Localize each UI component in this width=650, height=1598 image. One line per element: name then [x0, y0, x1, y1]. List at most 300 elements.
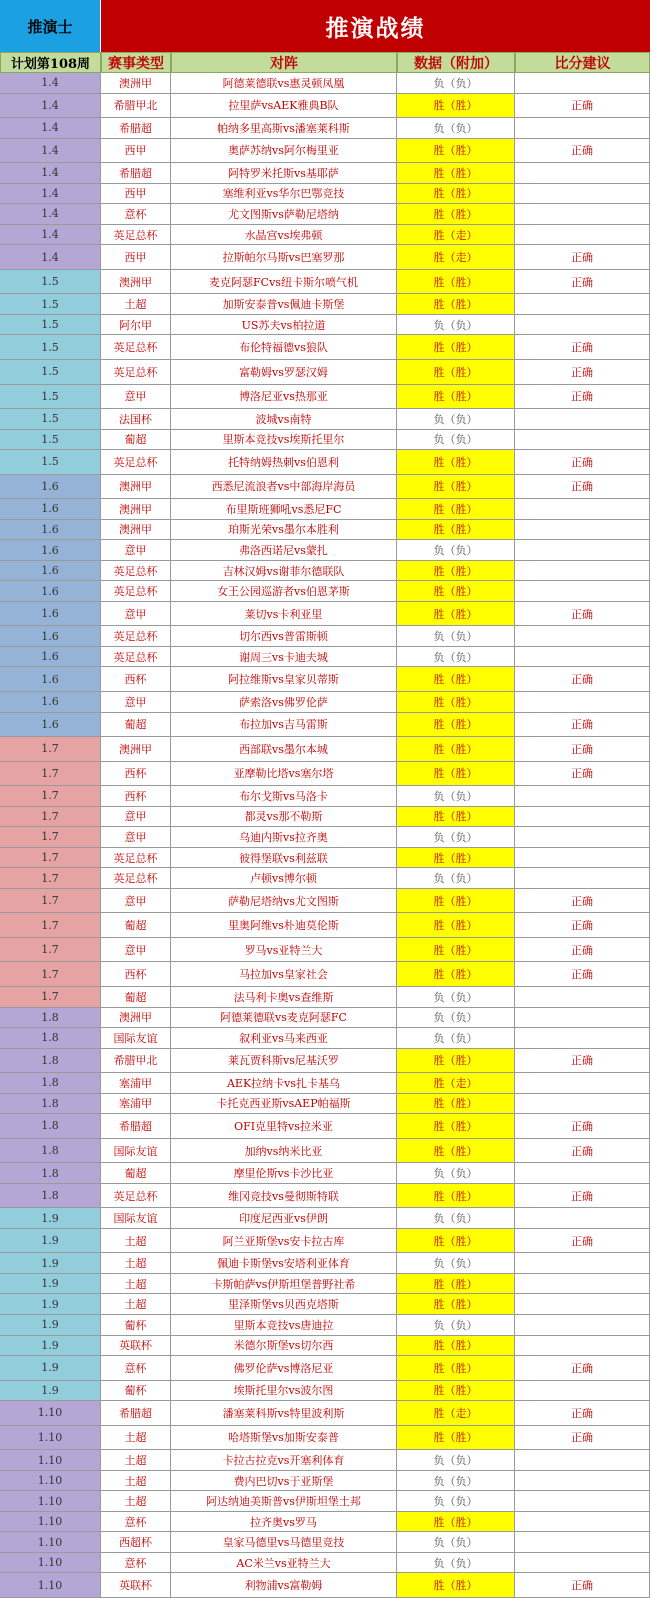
league-cell: 希腊超	[101, 118, 171, 139]
match-cell: 女王公园巡游者vs伯恩茅斯	[171, 581, 397, 602]
score-cell	[515, 1073, 650, 1094]
match-cell: 加斯安泰普vs佩迪卡斯堡	[171, 294, 397, 315]
table-row	[0, 1208, 650, 1229]
date-cell: 1.5	[0, 430, 101, 451]
table-row	[0, 335, 650, 360]
result-cell: 胜（走）	[397, 245, 515, 270]
date-cell: 1.5	[0, 294, 101, 315]
match-cell: 卡拉古拉克vs开塞利体育	[171, 1450, 397, 1471]
result-cell: 负（负）	[397, 1450, 515, 1471]
score-cell	[515, 540, 650, 561]
score-cell: 正确	[515, 245, 650, 270]
result-cell: 胜（胜）	[397, 602, 515, 627]
result-cell: 胜（胜）	[397, 450, 515, 475]
table-row	[0, 962, 650, 987]
league-cell: 土超	[101, 1294, 171, 1315]
table-row	[0, 807, 650, 828]
league-cell: 土超	[101, 1471, 171, 1492]
result-cell: 负（负）	[397, 1532, 515, 1553]
date-cell: 1.6	[0, 713, 101, 738]
score-cell	[515, 225, 650, 246]
result-cell: 负（负）	[397, 315, 515, 336]
table-row	[0, 1253, 650, 1274]
date-cell: 1.9	[0, 1294, 101, 1315]
result-cell: 胜（胜）	[397, 163, 515, 184]
match-cell: 拉齐奥vs罗马	[171, 1512, 397, 1533]
result-cell: 胜（胜）	[397, 499, 515, 520]
result-cell: 负（负）	[397, 626, 515, 647]
league-cell: 葡超	[101, 713, 171, 738]
date-cell: 1.4	[0, 118, 101, 139]
score-cell: 正确	[515, 667, 650, 692]
column-header-data: 数据（附加）	[397, 52, 515, 73]
league-cell: 英联杯	[101, 1336, 171, 1357]
table-row	[0, 184, 650, 205]
match-cell: 卡斯帕萨vs伊斯坦堡普野社希	[171, 1274, 397, 1295]
date-cell: 1.6	[0, 520, 101, 541]
brand-label: 推演士	[0, 0, 101, 52]
date-cell: 1.10	[0, 1401, 101, 1426]
date-cell: 1.9	[0, 1356, 101, 1381]
league-cell: 希腊甲北	[101, 94, 171, 119]
table-row	[0, 540, 650, 561]
match-cell: 里斯本竞技vs唐迪拉	[171, 1315, 397, 1336]
match-cell: 水晶宫vs埃弗顿	[171, 225, 397, 246]
match-cell: 布尔戈斯vs马洛卡	[171, 786, 397, 807]
match-cell: 佩迪卡斯堡vs安塔利亚体育	[171, 1253, 397, 1274]
match-cell: 叙利亚vs马来西亚	[171, 1028, 397, 1049]
league-cell: 意杯	[101, 1512, 171, 1533]
table-row	[0, 1073, 650, 1094]
table-row	[0, 1008, 650, 1029]
date-cell: 1.10	[0, 1512, 101, 1533]
score-cell	[515, 848, 650, 869]
score-cell: 正确	[515, 450, 650, 475]
date-cell: 1.4	[0, 184, 101, 205]
date-cell: 1.4	[0, 245, 101, 270]
table-row	[0, 1028, 650, 1049]
date-cell: 1.6	[0, 499, 101, 520]
result-cell: 胜（胜）	[397, 1184, 515, 1209]
result-cell: 胜（胜）	[397, 1274, 515, 1295]
date-cell: 1.7	[0, 987, 101, 1008]
score-cell	[515, 184, 650, 205]
result-cell: 负（负）	[397, 1491, 515, 1512]
result-cell: 负（负）	[397, 73, 515, 94]
table-row	[0, 73, 650, 94]
league-cell: 澳洲甲	[101, 270, 171, 295]
score-cell: 正确	[515, 335, 650, 360]
date-cell: 1.5	[0, 409, 101, 430]
table-row	[0, 385, 650, 410]
date-cell: 1.8	[0, 1163, 101, 1184]
league-cell: 意甲	[101, 385, 171, 410]
match-cell: OFI克里特vs拉米亚	[171, 1114, 397, 1139]
date-cell: 1.5	[0, 270, 101, 295]
result-cell: 负（负）	[397, 1208, 515, 1229]
result-cell: 胜（胜）	[397, 807, 515, 828]
score-cell: 正确	[515, 1426, 650, 1451]
result-cell: 负（负）	[397, 1315, 515, 1336]
table-row	[0, 827, 650, 848]
score-cell	[515, 807, 650, 828]
column-header-score: 比分建议	[515, 52, 650, 73]
date-cell: 1.10	[0, 1426, 101, 1451]
date-cell: 1.5	[0, 360, 101, 385]
score-cell	[515, 1163, 650, 1184]
score-cell	[515, 581, 650, 602]
column-header-match: 对阵	[171, 52, 397, 73]
score-cell: 正确	[515, 1573, 650, 1598]
league-cell: 英足总杯	[101, 848, 171, 869]
score-cell: 正确	[515, 1356, 650, 1381]
table-row	[0, 1553, 650, 1574]
score-cell	[515, 1315, 650, 1336]
league-cell: 葡超	[101, 1163, 171, 1184]
match-cell: 潘塞莱科斯vs特里波利斯	[171, 1401, 397, 1426]
league-cell: 英足总杯	[101, 647, 171, 668]
date-cell: 1.7	[0, 962, 101, 987]
table-row	[0, 294, 650, 315]
result-cell: 胜（胜）	[397, 762, 515, 787]
score-cell: 正确	[515, 913, 650, 938]
score-cell	[515, 1294, 650, 1315]
score-cell	[515, 1094, 650, 1115]
league-cell: 英足总杯	[101, 581, 171, 602]
score-cell	[515, 1274, 650, 1295]
result-cell: 负（负）	[397, 786, 515, 807]
league-cell: 希腊超	[101, 1114, 171, 1139]
score-cell	[515, 987, 650, 1008]
score-cell	[515, 647, 650, 668]
table-row	[0, 1094, 650, 1115]
match-cell: 里泽斯堡vs贝西克塔斯	[171, 1294, 397, 1315]
result-cell: 负（负）	[397, 430, 515, 451]
league-cell: 法国杯	[101, 409, 171, 430]
match-cell: 卢顿vs博尔顿	[171, 868, 397, 889]
score-cell	[515, 118, 650, 139]
date-cell: 1.7	[0, 762, 101, 787]
match-cell: 帕纳多里高斯vs潘塞莱科斯	[171, 118, 397, 139]
match-cell: 吉林汉姆vs谢菲尔德联队	[171, 561, 397, 582]
table-row	[0, 1274, 650, 1295]
date-cell: 1.9	[0, 1229, 101, 1254]
score-cell: 正确	[515, 475, 650, 500]
league-cell: 意甲	[101, 602, 171, 627]
league-cell: 英足总杯	[101, 360, 171, 385]
score-cell	[515, 409, 650, 430]
date-cell: 1.6	[0, 647, 101, 668]
table-row	[0, 204, 650, 225]
match-cell: 弗洛西诺尼vs蒙扎	[171, 540, 397, 561]
date-cell: 1.6	[0, 561, 101, 582]
week-label: 计划第108周	[0, 52, 101, 73]
match-cell: 萨索洛vs佛罗伦萨	[171, 692, 397, 713]
match-cell: 罗马vs亚特兰大	[171, 938, 397, 963]
match-cell: 珀斯光荣vs墨尔本胜利	[171, 520, 397, 541]
score-cell: 正确	[515, 94, 650, 119]
match-cell: 布拉加vs吉马雷斯	[171, 713, 397, 738]
match-cell: 乌迪内斯vs拉齐奥	[171, 827, 397, 848]
date-cell: 1.10	[0, 1450, 101, 1471]
result-cell: 胜（胜）	[397, 385, 515, 410]
league-cell: 土超	[101, 294, 171, 315]
league-cell: 意甲	[101, 692, 171, 713]
table-row	[0, 561, 650, 582]
date-cell: 1.9	[0, 1381, 101, 1402]
table-row	[0, 868, 650, 889]
match-cell: AC米兰vs亚特兰大	[171, 1553, 397, 1574]
match-cell: 阿德莱德联vs麦克阿瑟FC	[171, 1008, 397, 1029]
league-cell: 葡超	[101, 430, 171, 451]
league-cell: 英联杯	[101, 1573, 171, 1598]
match-cell: 哈塔斯堡vs加斯安泰普	[171, 1426, 397, 1451]
league-cell: 意甲	[101, 827, 171, 848]
result-cell: 胜（胜）	[397, 692, 515, 713]
date-cell: 1.6	[0, 626, 101, 647]
score-cell: 正确	[515, 1401, 650, 1426]
date-cell: 1.9	[0, 1253, 101, 1274]
league-cell: 意杯	[101, 1356, 171, 1381]
result-cell: 胜（胜）	[397, 139, 515, 164]
date-cell: 1.9	[0, 1336, 101, 1357]
league-cell: 土超	[101, 1491, 171, 1512]
score-cell: 正确	[515, 1184, 650, 1209]
date-cell: 1.4	[0, 139, 101, 164]
league-cell: 西杯	[101, 667, 171, 692]
match-cell: 尤文图斯vs萨勒尼塔纳	[171, 204, 397, 225]
match-cell: 富勒姆vs罗瑟汉姆	[171, 360, 397, 385]
score-cell	[515, 868, 650, 889]
match-cell: 切尔西vs普雷斯顿	[171, 626, 397, 647]
table-row	[0, 762, 650, 787]
result-cell: 胜（胜）	[397, 1139, 515, 1164]
date-cell: 1.8	[0, 1184, 101, 1209]
league-cell: 意甲	[101, 540, 171, 561]
date-cell: 1.10	[0, 1532, 101, 1553]
league-cell: 西杯	[101, 762, 171, 787]
match-cell: 波城vs南特	[171, 409, 397, 430]
league-cell: 英足总杯	[101, 450, 171, 475]
match-cell: 彼得堡联vs利兹联	[171, 848, 397, 869]
result-cell: 胜（走）	[397, 1401, 515, 1426]
date-cell: 1.5	[0, 385, 101, 410]
score-cell: 正确	[515, 270, 650, 295]
score-cell	[515, 692, 650, 713]
result-cell: 胜（胜）	[397, 938, 515, 963]
match-cell: 里斯本竞技vs埃斯托里尔	[171, 430, 397, 451]
table-row	[0, 499, 650, 520]
date-cell: 1.9	[0, 1274, 101, 1295]
table-row	[0, 1426, 650, 1451]
page-title: 推演战绩	[101, 0, 650, 52]
league-cell: 西甲	[101, 139, 171, 164]
date-cell: 1.7	[0, 868, 101, 889]
match-cell: 都灵vs那不勒斯	[171, 807, 397, 828]
date-cell: 1.4	[0, 225, 101, 246]
date-cell: 1.8	[0, 1114, 101, 1139]
date-cell: 1.6	[0, 667, 101, 692]
date-cell: 1.9	[0, 1315, 101, 1336]
match-cell: 印度尼西亚vs伊朗	[171, 1208, 397, 1229]
result-cell: 负（负）	[397, 987, 515, 1008]
table-row	[0, 245, 650, 270]
score-cell	[515, 73, 650, 94]
date-cell: 1.8	[0, 1008, 101, 1029]
date-cell: 1.6	[0, 475, 101, 500]
score-cell: 正确	[515, 385, 650, 410]
score-cell	[515, 1008, 650, 1029]
table-row	[0, 118, 650, 139]
result-cell: 胜（胜）	[397, 962, 515, 987]
match-cell: 佛罗伦萨vs博洛尼亚	[171, 1356, 397, 1381]
table-row	[0, 647, 650, 668]
table-row	[0, 581, 650, 602]
result-cell: 胜（走）	[397, 225, 515, 246]
league-cell: 塞浦甲	[101, 1094, 171, 1115]
date-cell: 1.5	[0, 450, 101, 475]
score-cell: 正确	[515, 139, 650, 164]
score-cell: 正确	[515, 1114, 650, 1139]
league-cell: 英足总杯	[101, 1184, 171, 1209]
table-row	[0, 1532, 650, 1553]
league-cell: 意甲	[101, 807, 171, 828]
date-cell: 1.7	[0, 913, 101, 938]
table-row	[0, 225, 650, 246]
league-cell: 希腊超	[101, 1401, 171, 1426]
score-cell	[515, 1381, 650, 1402]
match-cell: 阿德莱德联vs惠灵顿凤凰	[171, 73, 397, 94]
league-cell: 英足总杯	[101, 561, 171, 582]
table-row	[0, 94, 650, 119]
result-cell: 负（负）	[397, 827, 515, 848]
match-cell: 维冈竞技vs曼彻斯特联	[171, 1184, 397, 1209]
match-cell: 皇家马德里vs马德里竞技	[171, 1532, 397, 1553]
match-cell: 马拉加vs皇家社会	[171, 962, 397, 987]
match-cell: 麦克阿瑟FCvs纽卡斯尔喷气机	[171, 270, 397, 295]
table-row	[0, 1229, 650, 1254]
table-row	[0, 1573, 650, 1598]
league-cell: 国际友谊	[101, 1208, 171, 1229]
result-cell: 负（负）	[397, 647, 515, 668]
score-cell: 正确	[515, 713, 650, 738]
match-cell: 米德尔斯堡vs切尔西	[171, 1336, 397, 1357]
score-cell	[515, 1532, 650, 1553]
score-cell	[515, 163, 650, 184]
table-row	[0, 315, 650, 336]
date-cell: 1.5	[0, 335, 101, 360]
result-cell: 胜（胜）	[397, 335, 515, 360]
league-cell: 意甲	[101, 889, 171, 914]
match-cell: 阿达纳迪美斯普vs伊斯坦堡土邦	[171, 1491, 397, 1512]
result-cell: 胜（胜）	[397, 204, 515, 225]
result-cell: 胜（胜）	[397, 94, 515, 119]
result-cell: 胜（胜）	[397, 561, 515, 582]
date-cell: 1.10	[0, 1471, 101, 1492]
score-cell	[515, 1512, 650, 1533]
column-header-type: 赛事类型	[101, 52, 171, 73]
result-cell: 胜（胜）	[397, 475, 515, 500]
date-cell: 1.8	[0, 1139, 101, 1164]
date-cell: 1.7	[0, 889, 101, 914]
match-cell: US苏夫vs柏拉道	[171, 315, 397, 336]
league-cell: 希腊超	[101, 163, 171, 184]
table-row	[0, 1401, 650, 1426]
match-cell: 利物浦vs富勒姆	[171, 1573, 397, 1598]
table-row	[0, 1163, 650, 1184]
score-cell	[515, 1208, 650, 1229]
score-cell	[515, 561, 650, 582]
result-cell: 胜（胜）	[397, 581, 515, 602]
table-row	[0, 1471, 650, 1492]
result-cell: 胜（胜）	[397, 1229, 515, 1254]
result-cell: 胜（走）	[397, 1073, 515, 1094]
result-cell: 胜（胜）	[397, 737, 515, 762]
league-cell: 土超	[101, 1450, 171, 1471]
result-cell: 胜（胜）	[397, 913, 515, 938]
table-row	[0, 667, 650, 692]
table-row	[0, 913, 650, 938]
match-cell: 阿拉维斯vs皇家贝蒂斯	[171, 667, 397, 692]
league-cell: 英足总杯	[101, 225, 171, 246]
result-cell: 胜（胜）	[397, 848, 515, 869]
score-cell: 正确	[515, 938, 650, 963]
score-cell	[515, 827, 650, 848]
league-cell: 英足总杯	[101, 626, 171, 647]
league-cell: 澳洲甲	[101, 1008, 171, 1029]
match-cell: 亚摩勒比塔vs塞尔塔	[171, 762, 397, 787]
table-row	[0, 270, 650, 295]
league-cell: 葡杯	[101, 1315, 171, 1336]
match-cell: 卡托克西亚斯vsAEP帕福斯	[171, 1094, 397, 1115]
date-cell: 1.10	[0, 1573, 101, 1598]
table-row	[0, 450, 650, 475]
table-row	[0, 713, 650, 738]
league-cell: 西杯	[101, 962, 171, 987]
date-cell: 1.6	[0, 581, 101, 602]
match-cell: 法马利卡奥vs查维斯	[171, 987, 397, 1008]
match-cell: 拉里萨vsAEK雅典B队	[171, 94, 397, 119]
table-row	[0, 848, 650, 869]
score-cell	[515, 430, 650, 451]
match-cell: 拉斯帕尔马斯vs巴塞罗那	[171, 245, 397, 270]
league-cell: 西杯	[101, 786, 171, 807]
date-cell: 1.7	[0, 938, 101, 963]
table-row	[0, 938, 650, 963]
score-cell: 正确	[515, 1049, 650, 1074]
date-cell: 1.10	[0, 1491, 101, 1512]
league-cell: 意杯	[101, 1553, 171, 1574]
score-cell: 正确	[515, 360, 650, 385]
table-row	[0, 1491, 650, 1512]
league-cell: 葡超	[101, 987, 171, 1008]
score-cell: 正确	[515, 602, 650, 627]
date-cell: 1.9	[0, 1208, 101, 1229]
table-row	[0, 1356, 650, 1381]
league-cell: 意杯	[101, 204, 171, 225]
score-cell: 正确	[515, 962, 650, 987]
result-cell: 胜（胜）	[397, 1336, 515, 1357]
table-row	[0, 475, 650, 500]
date-cell: 1.5	[0, 315, 101, 336]
date-cell: 1.8	[0, 1028, 101, 1049]
score-cell	[515, 626, 650, 647]
league-cell: 西甲	[101, 245, 171, 270]
league-cell: 葡超	[101, 913, 171, 938]
date-cell: 1.6	[0, 602, 101, 627]
result-cell: 胜（胜）	[397, 184, 515, 205]
table-row	[0, 786, 650, 807]
